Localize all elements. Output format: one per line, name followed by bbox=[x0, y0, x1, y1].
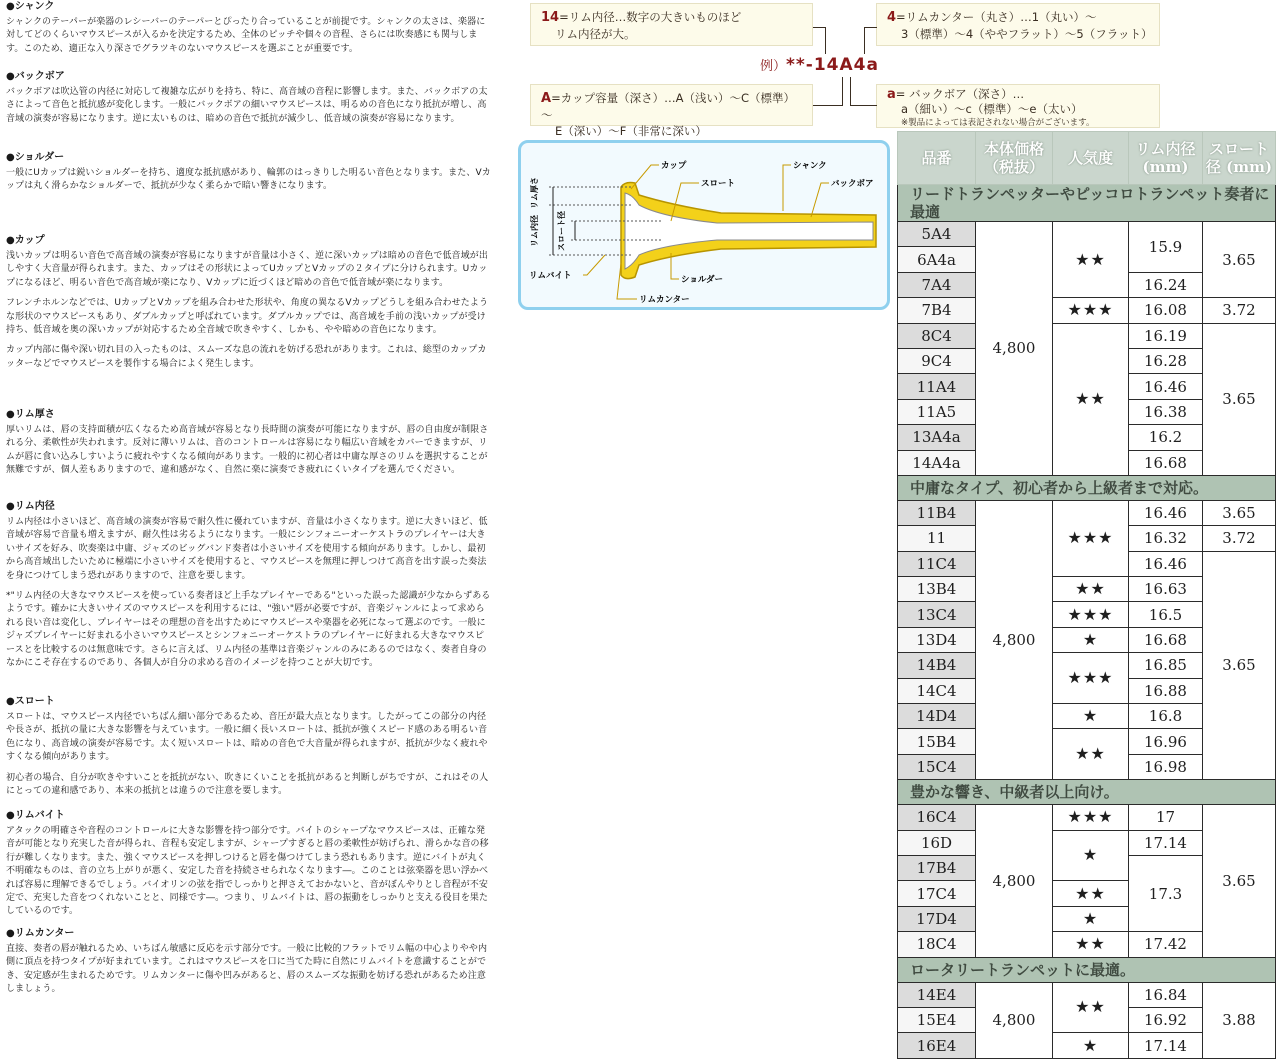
model-cell: 7A4 bbox=[898, 272, 976, 297]
leader-rim-bite bbox=[583, 255, 605, 275]
category-row bbox=[898, 185, 1276, 222]
section-paragraph: リム内径は小さいほど、高音域の演奏が容易で耐久性に優れていますが、音量は小さくなります。逆に大きいほど、低音域が容易で音量も増えますが、耐久性は劣るようになります。一般にシンフォニーオーケストラのプレイヤーは大きいサイズを好み、吹奏楽は中庸、ジャズのビッグバンド奏者は小さいサイズを使用する傾向があります。しかし、最初から高音域出したいために極端に小さいサイズを使用すると、マウスピースを無理に押しつけて高音を出す誤った奏法を身につけてしまう恐れがありますので、注意を要します。 bbox=[6, 517, 488, 581]
rim-diameter-cell: 17 bbox=[1129, 805, 1203, 830]
category-row bbox=[898, 957, 1276, 982]
throat-diameter-cell: 3.65 bbox=[1203, 323, 1276, 475]
legend-rim-contour bbox=[876, 3, 1160, 46]
popularity-cell: ★★★ bbox=[1053, 653, 1129, 704]
table-row bbox=[898, 982, 1276, 1007]
legend-rim-diameter bbox=[530, 3, 813, 46]
rim-diameter-cell: 17.14 bbox=[1129, 1033, 1203, 1058]
mouthpiece-diagram bbox=[518, 140, 890, 310]
label-shank: シャンク bbox=[793, 161, 827, 171]
header-price: 本体価格（税抜） bbox=[976, 132, 1053, 185]
rim-diameter-cell: 15.9 bbox=[1129, 222, 1203, 273]
legend-key: 14 bbox=[541, 10, 560, 25]
model-cell: 17B4 bbox=[898, 855, 976, 880]
legend-text: =カップ容量（深さ）…A（浅い）～C（標準）～ bbox=[541, 91, 795, 122]
label-shoulder: ショルダー bbox=[681, 275, 723, 285]
section-rim-thickness bbox=[6, 408, 492, 485]
legend-text: = バックボア（深さ）… bbox=[895, 87, 1025, 101]
rim-diameter-cell: 16.5 bbox=[1129, 602, 1203, 627]
category-title: 豊かな響き、中級者以上向け。 bbox=[898, 780, 1276, 805]
popularity-cell: ★★ bbox=[1053, 932, 1129, 957]
legend-cup-depth bbox=[530, 84, 813, 138]
legend-text: a（細い）～c（標準）～e（太い） bbox=[901, 102, 1083, 116]
rim-diameter-cell: 16.46 bbox=[1129, 551, 1203, 576]
rim-diameter-cell: 16.88 bbox=[1129, 678, 1203, 703]
popularity-cell: ★ bbox=[1053, 1033, 1129, 1058]
price-cell: 4,800 bbox=[976, 805, 1053, 957]
model-cell: 13A4a bbox=[898, 425, 976, 450]
price-cell: 4,800 bbox=[976, 222, 1053, 476]
legend-key: 4 bbox=[887, 10, 897, 25]
model-cell: 14B4 bbox=[898, 653, 976, 678]
legend-text: 3（標準）～4（ややフラット）～5（フラット） bbox=[901, 27, 1153, 41]
rim-diameter-cell: 17.3 bbox=[1129, 855, 1203, 931]
model-cell: 11A4 bbox=[898, 374, 976, 399]
model-cell: 15B4 bbox=[898, 729, 976, 754]
label-rim-thickness: リム厚さ bbox=[530, 177, 539, 209]
section-paragraph: スロートは、マウスピース内径でいちばん細い部分であるため、音圧が最大点となります。したがってこの部分の内径や長さが、抵抗の量に大きな影響を与えています。一般に細く長いスロートは、抵抗が強くスピード感のある明るい音色になり、高音域の演奏が容易です。太く短いスロートは、暗めの音色で大音量が得られますが、抵抗が少なく疲れやすくなる傾向があります。 bbox=[6, 712, 488, 763]
section-title: ●ショルダー bbox=[6, 152, 65, 163]
model-cell: 5A4 bbox=[898, 222, 976, 247]
model-cell: 16C4 bbox=[898, 805, 976, 830]
section-paragraph: 直接、奏者の唇が触れるため、いちばん敏感に反応を示す部分です。一般に比較的フラットでリム幅の中心よりやや内側に頂点を持つタイプが好まれています。これはマウスピースを口に当てた時に自然にリムバイトを意識することができ、安定感が生まれるためです。リムカンターに傷や凹みがあると、唇のスムーズな振動を妨げる恐れがあるため注意しましょう。 bbox=[6, 944, 488, 995]
leader-backbore bbox=[811, 183, 829, 217]
section-backbore bbox=[6, 70, 492, 133]
legend-backbore bbox=[876, 84, 1160, 128]
popularity-cell: ★ bbox=[1053, 830, 1129, 881]
section-paragraph: *"リム内径の大きなマウスピースを使っている奏者ほど上手なプレイヤーである"といった誤った認識が少なからずあるようです。確かに大きいサイズのマウスピースを利用するには、"強い"唇が必要ですが、音楽ジャンルによって求められる良い音は変化し、プレイヤーはその理想の音を出すためにマウスピースや楽器を必死になって選ぶのです。一般にジャズプレイヤーに好まれる小さいマウスピースとシンフォニーオーケストラのプレイヤーに好まれる大きなマウスピースとを比較するのは無意味です。さらに言えば、リム内径の基準は音楽ジャンルのみにあるのではなく、奏者自身のなかにこそ存在するのであり、各個人が自分の求める音のイメージを持つことが大切です。 bbox=[6, 591, 491, 669]
section-cup bbox=[6, 234, 492, 378]
table-header-row bbox=[898, 132, 1276, 185]
spec-table bbox=[897, 131, 1276, 1059]
model-cell: 14D4 bbox=[898, 704, 976, 729]
model-cell: 11B4 bbox=[898, 500, 976, 525]
model-cell: 13B4 bbox=[898, 577, 976, 602]
rim-diameter-cell: 16.8 bbox=[1129, 704, 1203, 729]
rim-diameter-cell: 17.14 bbox=[1129, 830, 1203, 855]
section-shoulder bbox=[6, 151, 492, 201]
legend-text: =リムカンター（丸さ）…1（丸い）～ bbox=[896, 10, 1097, 24]
rim-diameter-cell: 16.38 bbox=[1129, 399, 1203, 424]
legend-key: a bbox=[887, 87, 896, 102]
rim-diameter-cell: 16.85 bbox=[1129, 653, 1203, 678]
category-row bbox=[898, 475, 1276, 500]
section-paragraph: 浅いカップは明るい音色で高音域の演奏が容易になりますが音量は小さく、逆に深いカップは暗めの音色で低音域が出しやすく大音量が得られます。また、カップはその形状によってUカップとVカップの２タイプに分けられます。Uカップになるほど、明るい音色で高音域が楽になり、Vカップに近づくほど暗めの音色で低音域が楽になります。 bbox=[6, 251, 488, 288]
rim-diameter-cell: 16.32 bbox=[1129, 526, 1203, 551]
model-cell: 7B4 bbox=[898, 298, 976, 323]
table-row bbox=[898, 323, 1276, 348]
section-throat bbox=[6, 695, 492, 805]
label-cup: カップ bbox=[661, 161, 687, 171]
section-paragraph: バックボアは吹込管の内径に対応して複雑な広がりを持ち、特に、高音域の音程に影響します。また、バックボアの太さによって音色と抵抗感が変化します。一般にバックボアの細いマウスピースは、明るめの音色になり抵抗が増し、高音域の演奏が容易になります。逆に太いものは、暗めの音色で抵抗が減少し、低音域の演奏が容易になります。 bbox=[6, 87, 488, 124]
category-title: リードトランペッターやピッコロトランペット奏者に最適 bbox=[898, 185, 1276, 222]
header-rim-diameter: リム内径 (mm) bbox=[1129, 132, 1203, 185]
rim-diameter-cell: 16.84 bbox=[1129, 982, 1203, 1007]
section-title: ●スロート bbox=[6, 696, 55, 707]
connector-line bbox=[864, 27, 877, 54]
connector-line bbox=[813, 77, 843, 106]
legend-text: =リム内径…数字の大きいものほど bbox=[559, 10, 742, 24]
section-paragraph: アタックの明確さや音程のコントロールに大きな影響を持つ部分です。バイトのシャープなマウスピースは、正確な発音が可能となり充実した音が得られ、音程も安定しますが、シャープすぎると唇の柔軟性が妨げられ、滑らかな音の移行が難しくなります。また、強くマウスピースを押しつけると唇を傷つけてしまう恐れもあります。逆にバイトが丸く不明確なものは、音の立ち上がりが悪く、安定した音を持続させられなくなります―。このことは弦楽器を思い浮かべれば容易に理解できるでしょう。バイオリンの弦を指でしっかりと押さえておかないと、音がぼんやりとし音程が不安定で、充実した音をつくれないことと、同様です―。つまり、リムバイトは、唇の振動をしっかりと支える役目を果たしているのです。 bbox=[6, 826, 489, 917]
rim-diameter-cell: 16.92 bbox=[1129, 1007, 1203, 1032]
rim-diameter-cell: 16.08 bbox=[1129, 298, 1203, 323]
label-rim-bite: リムバイト bbox=[529, 271, 572, 281]
rim-diameter-cell: 16.98 bbox=[1129, 754, 1203, 779]
section-title: ●リムカンター bbox=[6, 928, 75, 939]
section-paragraph: フレンチホルンなどでは、UカップとVカップを組み合わせた形状や、角度の異なるVカップどうしを組み合わせたような形状のマウスピースもあり、ダブルカップと呼ばれています。ダブルカップでは、高音域を手前の浅いカップが受け持ち、低音域を奥の深いカップが対応するため全音域で吹きやすく、しかも、やや暗めの音色になります。 bbox=[6, 298, 489, 336]
section-rim-contour bbox=[6, 927, 492, 1004]
leader-shank bbox=[783, 165, 791, 211]
label-throat-diameter: スロート径 bbox=[557, 211, 566, 251]
popularity-cell: ★★ bbox=[1053, 729, 1129, 780]
model-cell: 14C4 bbox=[898, 678, 976, 703]
rim-diameter-cell: 16.24 bbox=[1129, 272, 1203, 297]
popularity-cell: ★★ bbox=[1053, 982, 1129, 1033]
table-row bbox=[898, 805, 1276, 830]
mouthpiece-cross-section bbox=[521, 143, 887, 307]
label-backbore: バックボア bbox=[831, 179, 874, 189]
model-cell: 17C4 bbox=[898, 881, 976, 906]
section-title: ●リムバイト bbox=[6, 810, 65, 821]
rim-diameter-cell: 16.63 bbox=[1129, 577, 1203, 602]
section-paragraph: 一般にUカップは鋭いショルダーを持ち、適度な抵抗感があり、輪郭のはっきりした明るい音色となります。また、Vカップは丸く滑らかなショルダーで、抵抗が少なく柔らかで暗い響きになります。 bbox=[6, 168, 491, 192]
model-cell: 11A5 bbox=[898, 399, 976, 424]
throat-diameter-cell: 3.88 bbox=[1203, 982, 1276, 1058]
legend-text: リム内径が大。 bbox=[555, 27, 636, 41]
popularity-cell: ★★★ bbox=[1053, 805, 1129, 830]
model-cell: 8C4 bbox=[898, 323, 976, 348]
connector-line bbox=[850, 77, 877, 106]
table-row bbox=[898, 298, 1276, 323]
model-cell: 18C4 bbox=[898, 932, 976, 957]
model-cell: 13C4 bbox=[898, 602, 976, 627]
popularity-cell: ★★ bbox=[1053, 222, 1129, 298]
section-title: ●バックボア bbox=[6, 71, 65, 82]
price-cell: 4,800 bbox=[976, 500, 1053, 779]
popularity-cell: ★★ bbox=[1053, 323, 1129, 475]
model-cell: 14A4a bbox=[898, 450, 976, 475]
section-title: ●カップ bbox=[6, 235, 45, 246]
header-popularity: 人気度 bbox=[1053, 132, 1129, 185]
header-model: 品番 bbox=[898, 132, 976, 185]
throat-diameter-cell: 3.72 bbox=[1203, 526, 1276, 551]
rim-diameter-cell: 16.2 bbox=[1129, 425, 1203, 450]
label-rim-contour: リムカンター bbox=[639, 295, 690, 305]
section-title: ●シャンク bbox=[6, 1, 55, 12]
model-cell: 15E4 bbox=[898, 1007, 976, 1032]
popularity-cell: ★ bbox=[1053, 704, 1129, 729]
table-row bbox=[898, 500, 1276, 525]
example-code: **-14A4a bbox=[786, 55, 879, 75]
section-title: ●リム厚さ bbox=[6, 409, 55, 420]
category-title: ロータリートランペットに最適。 bbox=[898, 957, 1276, 982]
rim-diameter-cell: 16.19 bbox=[1129, 323, 1203, 348]
throat-diameter-cell: 3.65 bbox=[1203, 222, 1276, 298]
section-rim-bite bbox=[6, 809, 492, 926]
header-throat-diameter: スロート径 (mm) bbox=[1203, 132, 1276, 185]
rim-diameter-cell: 16.68 bbox=[1129, 450, 1203, 475]
model-cell: 16E4 bbox=[898, 1033, 976, 1058]
throat-diameter-cell: 3.65 bbox=[1203, 805, 1276, 957]
legend-note: ※製品によっては表記されない場合がございます。 bbox=[901, 118, 1095, 128]
model-cell: 13D4 bbox=[898, 627, 976, 652]
category-title: 中庸なタイプ、初心者から上級者まで対応。 bbox=[898, 475, 1276, 500]
section-shank bbox=[6, 0, 492, 63]
table-row bbox=[898, 222, 1276, 247]
price-cell: 4,800 bbox=[976, 982, 1053, 1058]
example-prefix: 例） bbox=[760, 59, 787, 74]
legend-key: A bbox=[541, 91, 552, 106]
throat-diameter-cell: 3.72 bbox=[1203, 298, 1276, 323]
model-cell: 11 bbox=[898, 526, 976, 551]
throat-diameter-cell: 3.65 bbox=[1203, 500, 1276, 525]
model-cell: 14E4 bbox=[898, 982, 976, 1007]
popularity-cell: ★★ bbox=[1053, 881, 1129, 906]
popularity-cell: ★ bbox=[1053, 906, 1129, 931]
model-code-example bbox=[760, 55, 879, 75]
popularity-cell: ★★★ bbox=[1053, 500, 1129, 576]
section-paragraph: 厚いリムは、唇の支持面積が広くなるため高音域が容易となり長時間の演奏が可能になりますが、唇の自由度が制限される分、柔軟性が失われます。反対に薄いリムは、音のコントロールは容易になり幅広い音域をカバーできますが、リムが唇に食い込みしすいように疲れやすくなる傾向があります。一般的に初心者は中庸な厚さのリムを選択することが無難ですが、個人差もありますので、違和感がなく、自然に楽に演奏でき疲れにくいタイプを選んでください。 bbox=[6, 425, 489, 476]
connector-line bbox=[813, 27, 826, 54]
spec-table-container bbox=[897, 131, 1275, 1055]
rim-diameter-cell: 16.46 bbox=[1129, 500, 1203, 525]
rim-diameter-cell: 17.42 bbox=[1129, 932, 1203, 957]
model-cell: 17D4 bbox=[898, 906, 976, 931]
category-row bbox=[898, 780, 1276, 805]
section-paragraph: シャンクのテーパーが楽器のレシーバーのテーパーとぴったり合っていることが前提です。シャンクの太さは、楽器に対してどのくらいマウスピースが入るかを決定するため、全体のピッチや個々の音程、さらには吹奏感にも関与します。このため、適正な入り深さでグラツキのないマウスピースを選ぶことが重要です。 bbox=[6, 17, 486, 54]
popularity-cell: ★★ bbox=[1053, 577, 1129, 602]
label-rim-diameter: リム内径 bbox=[530, 215, 539, 247]
model-cell: 15C4 bbox=[898, 754, 976, 779]
legend-text: E（深い）～F（非常に深い） bbox=[555, 124, 707, 138]
section-paragraph: カップ内部に傷や深い切れ目の入ったものは、スムーズな息の流れを妨げる恐れがあります。これは、総型のカップカッターなどでマウスピースを製作する場合によく発生します。 bbox=[6, 345, 487, 369]
explanation-column bbox=[0, 0, 498, 1007]
throat-diameter-cell: 3.65 bbox=[1203, 551, 1276, 780]
rim-diameter-cell: 16.46 bbox=[1129, 374, 1203, 399]
model-cell: 16D bbox=[898, 830, 976, 855]
model-cell: 6A4a bbox=[898, 247, 976, 272]
rim-diameter-cell: 16.68 bbox=[1129, 627, 1203, 652]
model-cell: 11C4 bbox=[898, 551, 976, 576]
section-rim-diameter bbox=[6, 500, 492, 677]
popularity-cell: ★★★ bbox=[1053, 602, 1129, 627]
rim-diameter-cell: 16.96 bbox=[1129, 729, 1203, 754]
section-paragraph: 初心者の場合、自分が吹きやすいことを抵抗がない、吹きにくいことを抵抗があると判断しがちですが、これはその人にとっての違和感であり、本来の抵抗とは違うので注意を要します。 bbox=[6, 772, 489, 797]
popularity-cell: ★★★ bbox=[1053, 298, 1129, 323]
label-throat: スロート bbox=[701, 179, 736, 189]
popularity-cell: ★ bbox=[1053, 627, 1129, 652]
model-cell: 9C4 bbox=[898, 348, 976, 373]
section-title: ●リム内径 bbox=[6, 501, 55, 512]
rim-diameter-cell: 16.28 bbox=[1129, 348, 1203, 373]
